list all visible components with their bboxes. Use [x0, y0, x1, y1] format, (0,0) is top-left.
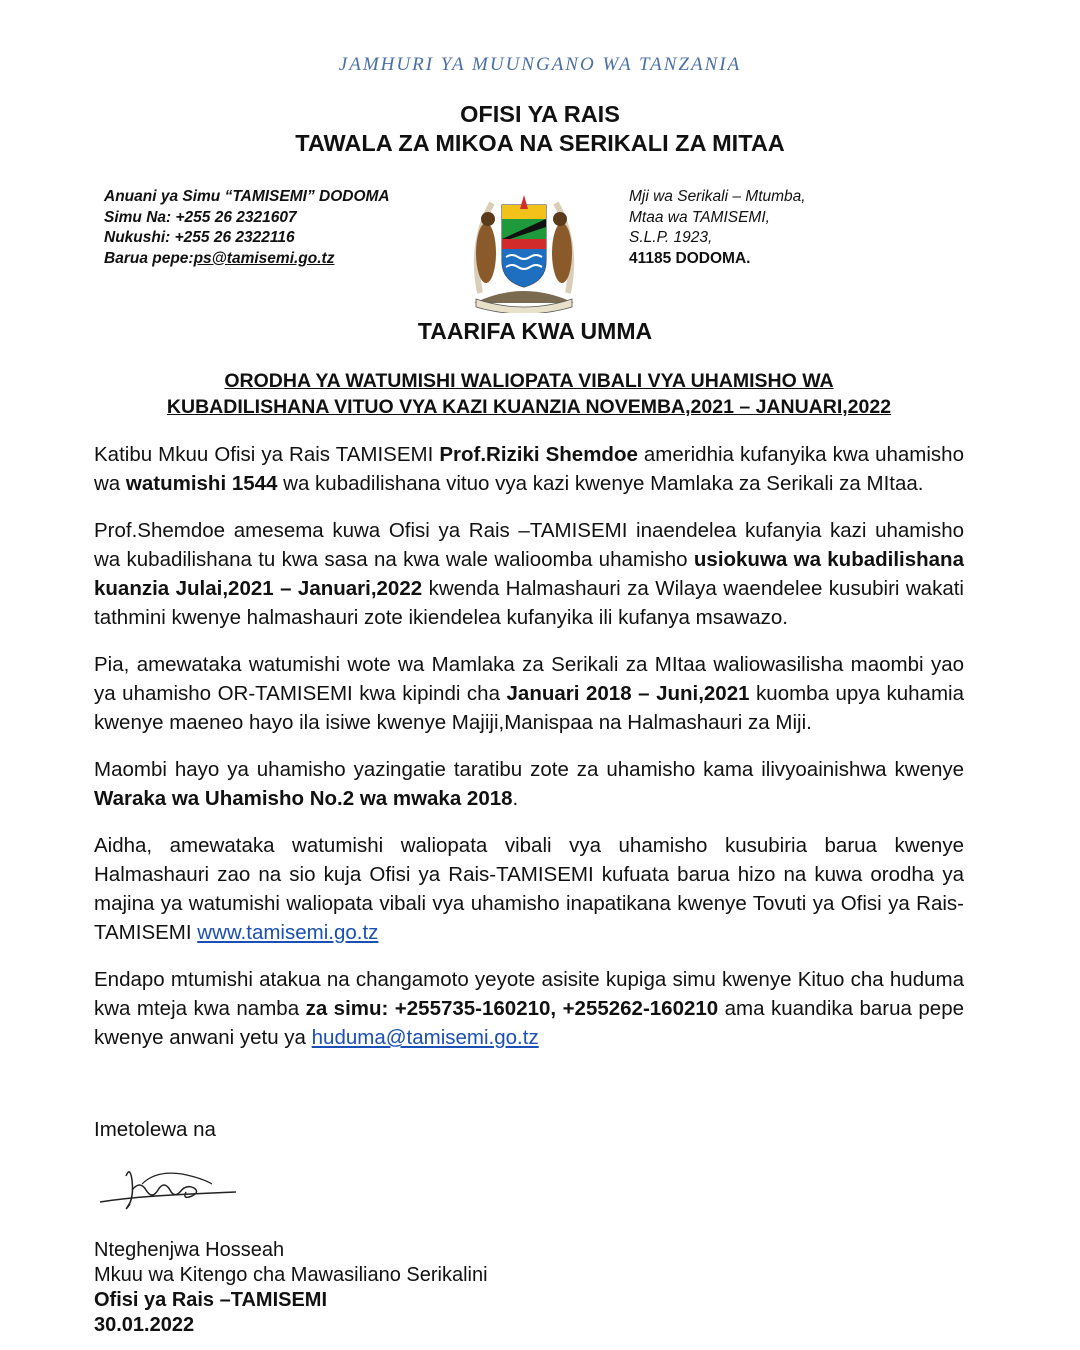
p4-text-a: Maombi hayo ya uhamisho yazingatie taratibu zote za uhamisho kama ilivyoainishwa kwenye — [94, 758, 964, 781]
signatory-name: Nteghenjwa Hosseah — [94, 1239, 285, 1261]
issued-by-label: Imetolewa na — [94, 1118, 216, 1141]
office-heading — [0, 100, 1080, 158]
p6-bold-phones: za simu: +255735-160210, +255262-160210 — [305, 997, 719, 1020]
email-label: Barua pepe: — [104, 249, 194, 267]
paragraph-2 — [94, 516, 964, 632]
p3-bold: Januari 2018 – Juni,2021 — [506, 682, 750, 705]
p5-text-a: Aidha, amewataka watumishi waliopata vibali vya uhamisho kusubiria barua kwenye Halmashauri zao na sio kuja Ofisi ya Rais-TAMISEMI kufuata barua hizo na kuwa orodha ya majina ya watumishi waliopata vibali vya uhamisho inapatikana kwenye Tovuti ya Ofisi ya Rais-TAMISEMI — [94, 834, 964, 944]
p3-text-a: Pia, amewataka watumishi wote wa Mamlaka za Serikali za MItaa waliowasilisha maombi yao ya uhamisho OR-TAMISEMI kwa kipindi cha — [94, 653, 964, 705]
signature-icon — [96, 1162, 246, 1222]
paragraph-1 — [94, 440, 964, 498]
p4-text-c: . — [512, 787, 519, 810]
signatory-position: Mkuu wa Kitengo cha Mawasiliano Serikalini — [94, 1264, 488, 1286]
p1-bold-count: watumishi 1544 — [125, 472, 278, 495]
paragraph-5 — [94, 831, 964, 947]
p1-text-c: ameridhia kufanyika kwa uhamisho wa — [94, 443, 964, 495]
p1-text-a: Katibu Mkuu Ofisi ya Rais TAMISEMI — [94, 443, 440, 466]
signatory-block — [94, 1238, 488, 1338]
document-date: 30.01.2022 — [94, 1314, 195, 1336]
paragraph-6 — [94, 965, 964, 1052]
address-line-2: Mtaa wa TAMISEMI, — [629, 208, 770, 226]
republic-heading: JAMHURI YA MUUNGANO WA TANZANIA — [338, 54, 742, 75]
paragraph-3 — [94, 650, 964, 737]
notice-title: TAARIFA KWA UMMA — [417, 318, 653, 344]
address-line-3: S.L.P. 1923, — [629, 229, 713, 246]
email-line — [104, 249, 434, 270]
email-link[interactable]: ps@tamisemi.go.tz — [193, 249, 335, 267]
paragraph-4 — [94, 755, 964, 813]
p2-text-c: kwenda Halmashauri za Wilaya waendelee kusubiri wakati tathmini kwenye halmashauri zote ikiendelea kufanyika ili kufanya msawazo. — [94, 577, 964, 629]
website-link[interactable]: www.tamisemi.go.tz — [197, 921, 379, 944]
p4-bold: Waraka wa Uhamisho No.2 wa mwaka 2018 — [94, 787, 513, 810]
p2-text-a: Prof.Shemdoe amesema kuwa Ofisi ya Rais –TAMISEMI inaendelea kufanyia kazi uhamisho wa kubadilishana tu kwa sasa na kwa wale walioomba uhamisho — [94, 519, 964, 571]
subject-line-1: ORODHA YA WATUMISHI WALIOPATA VIBALI VYA UHAMISHO WA — [224, 370, 834, 392]
coat-of-arms-icon — [462, 183, 586, 313]
phone-number: Simu Na: +255 26 2321607 — [104, 208, 297, 226]
signatory-office: Ofisi ya Rais –TAMISEMI — [94, 1289, 328, 1311]
p1-text-e: wa kubadilishana vituo vya kazi kwenye Mamlaka za Serikali za MItaa. — [277, 472, 924, 495]
notice-subject — [0, 368, 1058, 420]
support-email-link[interactable]: huduma@tamisemi.go.tz — [311, 1026, 539, 1049]
p1-bold-name: Prof.Riziki Shemdoe — [439, 443, 638, 466]
contact-block-right — [629, 187, 929, 269]
office-line-2: TAWALA ZA MIKOA NA SERIKALI ZA MITAA — [295, 130, 785, 156]
address-line-4: 41185 DODOMA. — [629, 249, 751, 267]
p6-text-c: ama kuandika barua pepe kwenye anwani yetu ya — [94, 997, 964, 1049]
telegram-address: Anuani ya Simu “TAMISEMI” DODOMA — [104, 188, 390, 205]
fax-number: Nukushi: +255 26 2322116 — [104, 229, 295, 246]
contact-block-left — [104, 187, 434, 269]
office-line-1: OFISI YA RAIS — [460, 101, 620, 127]
p2-bold: usiokuwa wa kubadilishana kuanzia Julai,2021 – Januari,2022 — [94, 548, 964, 600]
notice-body — [94, 440, 964, 1070]
address-line-1: Mji wa Serikali – Mtumba, — [629, 188, 806, 205]
p3-text-c: kuomba upya kuhamia kwenye maeneo hayo ila isiwe kwenye Majiji,Manispaa na Halmashauri za Miji. — [94, 682, 964, 734]
p6-text-a: Endapo mtumishi atakua na changamoto yeyote asisite kupiga simu kwenye Kituo cha huduma kwa mteja kwa namba — [94, 968, 964, 1020]
subject-line-2: KUBADILISHANA VITUO VYA KAZI KUANZIA NOVEMBA,2021 – JANUARI,2022 — [166, 396, 892, 418]
